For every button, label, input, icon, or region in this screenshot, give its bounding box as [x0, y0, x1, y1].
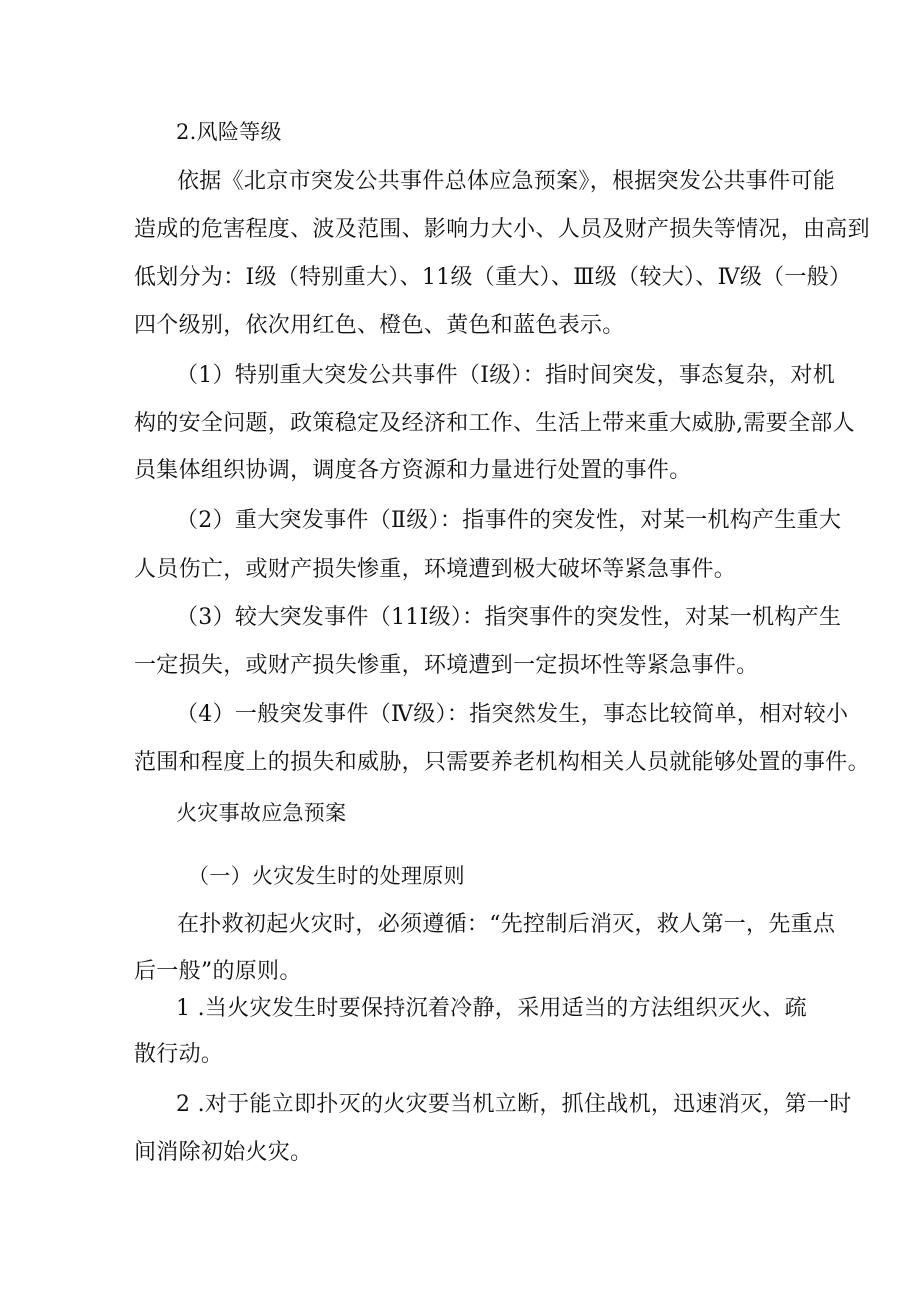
fire-principle-line-1: 在扑救初起火灾时，必须遵循：“先控制后消灭，救人第一，先重点	[177, 912, 836, 937]
level2-line-2: 人员伤亡，或财产损失惨重，环境遭到极大破坏等紧急事件。	[134, 557, 737, 582]
level3-line-1: （3）较大突发事件（11I级）：指突事件的突发性，对某一机构产生	[176, 605, 842, 630]
fire-heading: 火灾事故应急预案	[176, 801, 347, 825]
intro-line-4: 四个级别，依次用红色、橙色、黄色和蓝色表示。	[134, 313, 625, 338]
fire-sub-heading: （一）火灾发生时的处理原则	[188, 864, 465, 888]
fire-item2-line-1: 2 .对于能立即扑灭的火灾要当机立断，抓住战机，迅速消灭，第一时	[176, 1092, 852, 1117]
level4-line-1: （4）一般突发事件（Ⅳ级）：指突然发生，事态比较简单，相对较小	[176, 702, 849, 727]
intro-line-3: 低划分为：I级（特别重大）、11级（重大）、Ⅲ级（较大）、Ⅳ级（一般）	[134, 265, 852, 290]
level1-line-1: （1）特别重大突发公共事件（I级）：指时间突发，事态复杂，对机	[176, 363, 835, 388]
level3-line-2: 一定损失，或财产损失惨重，环境遭到一定损坏性等紧急事件。	[134, 653, 759, 678]
section-heading: 2.风险等级	[176, 120, 282, 144]
level2-line-1: （2）重大突发事件（Ⅱ级）：指事件的突发性，对某一机构产生重大	[176, 508, 842, 533]
level4-line-2: 范围和程度上的损失和威胁，只需要养老机构相关人员就能够处置的事件。	[134, 750, 870, 775]
fire-item1-line-2: 散行动。	[134, 1042, 224, 1067]
fire-item1-line-1: 1 .当火灾发生时要保持沉着冷静，采用适当的方法组织灭火、疏	[176, 996, 807, 1021]
fire-principle-line-2: 后一般”的原则。	[134, 959, 302, 984]
fire-item2-line-2: 间消除初始火灾。	[134, 1140, 313, 1165]
intro-line-1: 依据《北京市突发公共事件总体应急预案》，根据突发公共事件可能	[177, 169, 836, 194]
intro-line-2: 造成的危害程度、波及范围、影响力大小、人员及财产损失等情况，由高到	[134, 217, 870, 242]
level1-line-2: 构的安全问题，政策稳定及经济和工作、生活上带来重大威胁,需要全部人	[134, 411, 855, 436]
level1-line-3: 员集体组织协调，调度各方资源和力量进行处置的事件。	[134, 458, 692, 483]
